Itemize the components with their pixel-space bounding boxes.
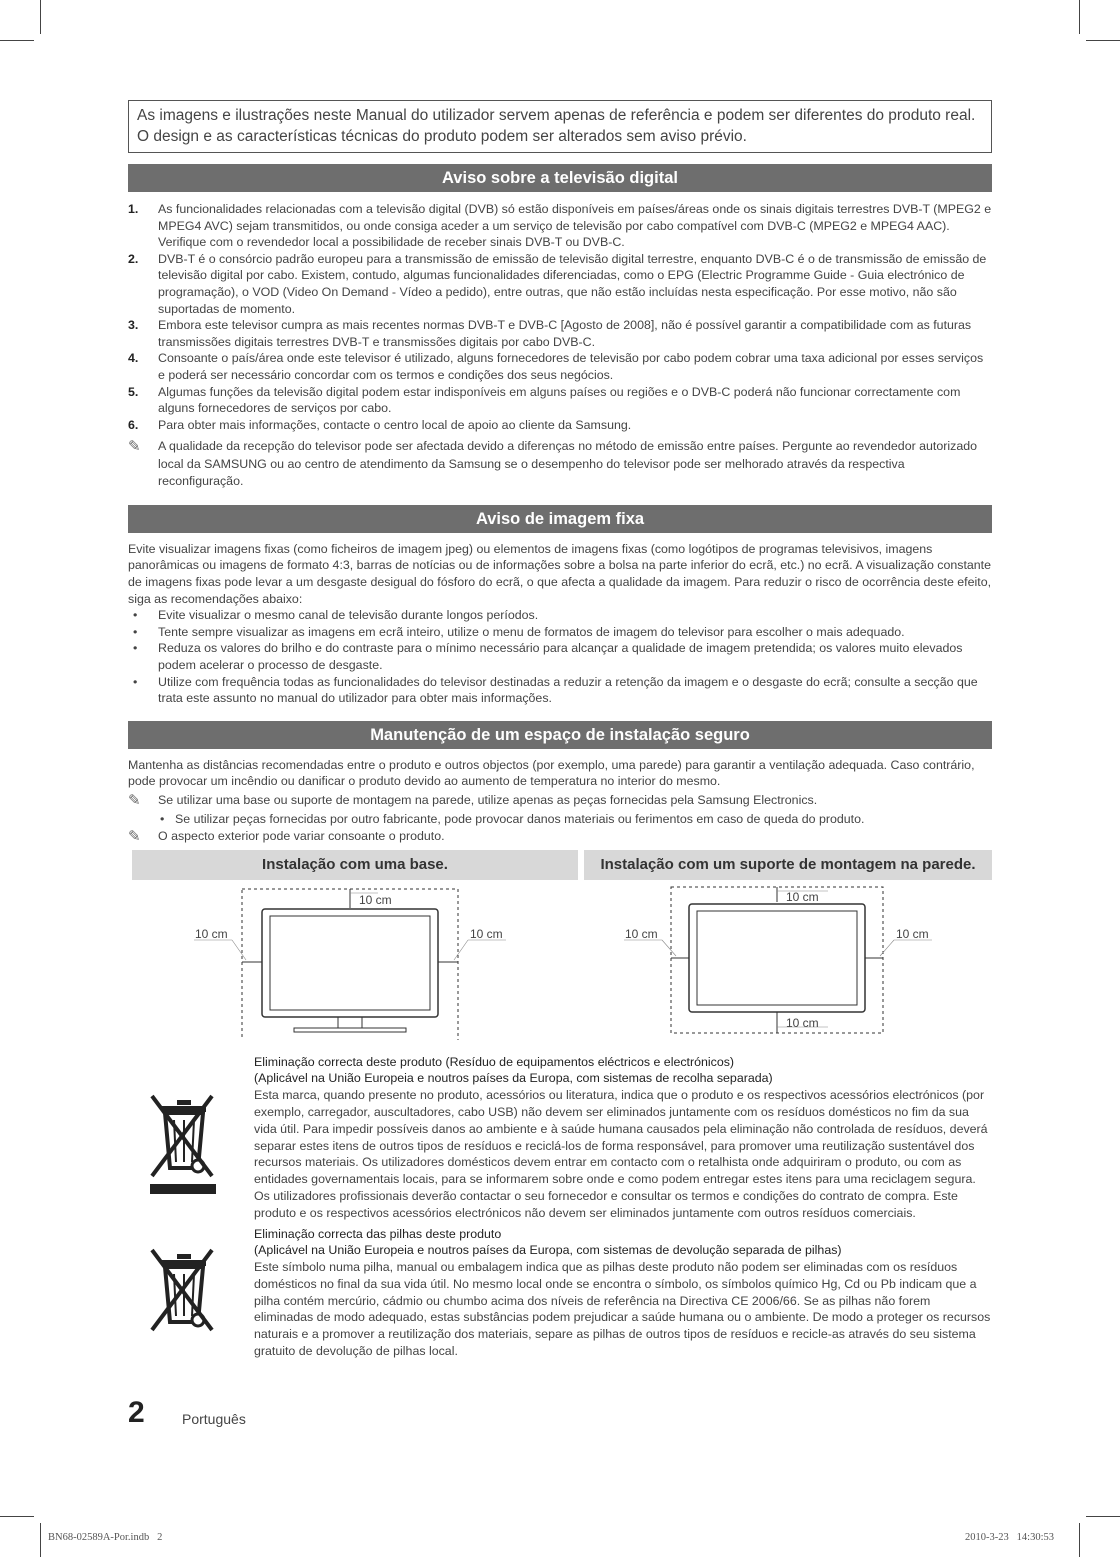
top-clearance-label: 10 cm <box>359 892 392 907</box>
tv-screen <box>697 911 857 1005</box>
weee-disposal-notice <box>128 1054 992 1222</box>
note-pencil-icon: ✎ <box>128 438 141 456</box>
digital-tv-note: ✎ A qualidade da recepção do televisor pode ser afectada devido a diferenças no método de emissão entre países. Pergunte ao revendedor autorizado local da SAMSUNG ou ao centro de atendimento da Samsung se o desempenho do televisor pode ser melhorado através da respectiva reconfiguração. <box>128 438 978 489</box>
digital-tv-list <box>128 201 992 433</box>
battery-subtitle: (Aplicável na União Europeia e noutros países da Europa, com sistemas de devolução separada de pilhas) <box>254 1243 842 1258</box>
label-leader-line <box>880 940 894 956</box>
crossed-bin-battery-icon <box>150 1246 216 1336</box>
crop-mark <box>1079 0 1080 34</box>
installation-type-headers <box>132 850 992 880</box>
label-leader-line <box>662 940 676 956</box>
wall-installation-title: Instalação com um suporte de montagem na parede. <box>584 850 992 880</box>
crop-mark <box>40 1523 41 1557</box>
right-clearance-label: 10 cm <box>896 926 929 941</box>
note-pencil-icon: ✎ <box>128 791 141 809</box>
list-item: 5. Algumas funções da televisão digital podem estar indisponíveis em alguns países ou regiões e o DVB-C poderá não funcionar correctamente com alguns fornecedores de serviços por cabo. <box>128 384 961 416</box>
list-item: • Evite visualizar o mesmo canal de televisão durante longos períodos. <box>128 607 992 624</box>
list-item: 3. Embora este televisor cumpra as mais recentes normas DVB-T e DVB-C [Agosto de 2008], não é possível garantir a compatibilidade com as futuras transmissões digitais terrestres DVB-T e transmissões digitais por cabo DVB-C. <box>128 318 972 349</box>
installation-note-aspect: ✎ O aspecto exterior pode variar consoante o produto. <box>128 828 445 846</box>
top-clearance-label: 10 cm <box>786 889 819 904</box>
page-language: Português <box>182 1411 246 1427</box>
crop-mark <box>40 0 41 34</box>
section-heading-still-image: Aviso de imagem fixa <box>128 505 992 533</box>
crop-mark <box>1086 40 1120 41</box>
weee-text: Esta marca, quando presente no produto, acessórios ou literatura, indica que o produto e os respectivos acessórios electrónicos (por exemplo, carregador, auscultadores, cabo USB) não devem ser eliminados juntamente com os resíduos domésticos no fim da sua vida útil. Para impedir possíveis danos ao ambiente e à saúde humana causados pela eliminação não controlada de resíduos, deverá separar estes itens de outros tipos de resíduos e reciclá-los de forma responsável, para promover uma reutilização sustentável dos recursos materiais. Os utilizadores domésticos devem entrar em contacto com o retalhista onde adquiriram o produto, ou com as entidades governamentais locais, para se informarem sobre onde e como podem entregar estes itens para uma reciclagem segura. Os utilizadores profissionais deverão contactar o seu fornecedor e consultar os termos e condições do contrato de compra. Este produto e os respectivos acessórios electrónicos não devem ser eliminados juntamente com outros resíduos comerciais. <box>254 1088 988 1220</box>
list-item: • Reduza os valores do brilho e do contraste para o mínimo necessário para alcançar a qualidade de imagem pretendida; os valores muito elevados podem acelerar o processo de desgaste. <box>128 640 992 673</box>
battery-disposal-notice <box>128 1226 992 1360</box>
still-image-bullets <box>128 607 992 707</box>
section-heading-digital-tv: Aviso sobre a televisão digital <box>128 164 992 192</box>
note-pencil-icon: ✎ <box>128 828 141 846</box>
installation-intro: Mantenha as distâncias recomendadas entre o produto e outros objectos (por exemplo, uma parede) para garantir a ventilação adequada. Caso contrário, pode provocar um incêndio ou danificar o produto devido ao aumento de temperatura no interior do mesmo. <box>128 757 975 789</box>
bottom-clearance-label: 10 cm <box>786 1015 819 1030</box>
crop-mark <box>1086 1516 1120 1517</box>
crop-mark <box>0 40 34 41</box>
print-timestamp: 2010-3-23 14:30:53 <box>965 1532 1054 1543</box>
disclaimer-box: As imagens e ilustrações neste Manual do utilizador servem apenas de referência e podem ser diferentes do produto real. O design e as características técnicas do produto podem ser alterados sem aviso prévio. <box>128 100 992 153</box>
left-clearance-label: 10 cm <box>625 926 658 941</box>
crop-mark <box>0 1516 34 1517</box>
tv-stand-base <box>294 1028 406 1032</box>
list-item: 4. Consoante o país/área onde este televisor é utilizado, alguns fornecedores de televisão por cabo podem cobrar uma taxa adicional por esses serviços e poderá ser necessário concordar com os termos e condições dos seus negócios. <box>128 351 984 382</box>
list-item: • Tente sempre visualizar as imagens em ecrã inteiro, utilize o menu de formatos de imagem do televisor para escolher o mais adequado. <box>128 624 992 641</box>
list-item: • Utilize com frequência todas as funcionalidades do televisor destinadas a reduzir a retenção da imagem e o desgaste do ecrã; consulte a secção que trata este assunto no manual do utilizador para obter mais informações. <box>128 674 992 707</box>
still-image-intro: Evite visualizar imagens fixas (como ficheiros de imagem jpeg) ou elementos de imagens fixas (como logótipos de programas televisivos, imagens panorâmicas ou imagens de formato 4:3, barras de notícias ou de informações sobre a bolsa na parte inferior do ecrã, etc.) no ecrã. A visualização constante de imagens fixas pode levar a um desgaste desigual do fósforo do ecrã, o que afecta a qualidade da imagem. Para reduzir o risco de ocorrência deste efeito, siga as recomendações abaixo: <box>128 541 992 606</box>
installation-diagrams <box>128 880 992 1040</box>
print-file-name: BN68-02589A-Por.indb 2 <box>48 1532 163 1543</box>
weee-subtitle: (Aplicável na União Europeia e noutros países da Europa, com sistemas de recolha separada) <box>254 1071 773 1086</box>
right-clearance-label: 10 cm <box>470 926 503 941</box>
stand-installation-title: Instalação com uma base. <box>132 850 578 880</box>
label-leader-line <box>232 940 246 960</box>
left-clearance-label: 10 cm <box>195 926 228 941</box>
installation-note-parts: ✎ Se utilizar uma base ou suporte de montagem na parede, utilize apenas as peças fornecidas pela Samsung Electronics. <box>128 791 818 809</box>
list-item: 2. DVB-T é o consórcio padrão europeu para a transmissão de emissão de televisão digital terrestre, enquanto DVB-C é o de transmissão de emissão de televisão digital por cabo. Existem, contudo, algumas funcionalidades diferenciadas, como o EPG (Electric Programme Guide - Guia electrónico de programação), o VOD (Video On Demand - Vídeo a pedido), entre outras, que não estão incluídas nesta especificação. Por esse motivo, não são suportadas de momento. <box>128 251 987 316</box>
crop-mark <box>1079 1523 1080 1557</box>
bullet-icon: • <box>160 812 165 827</box>
section-heading-installation: Manutenção de um espaço de instalação seguro <box>128 721 992 749</box>
battery-title: Eliminação correcta das pilhas deste produto <box>254 1226 502 1241</box>
list-item: 1. As funcionalidades relacionadas com a televisão digital (DVB) só estão disponíveis em países/áreas onde os sinais digitais terrestres DVB-T (MPEG2 e MPEG4 AVC) sejam transmitidos, ou onde consiga aceder a um serviço de televisão por cabo compatível com DVB-C (MPEG2 e MPEG4 AAC). Verifique com o revendedor local a possibilidade de receber sinais DVB-T ou DVB-C. <box>128 202 992 250</box>
stand-diagram <box>194 889 506 1040</box>
label-leader-line <box>454 940 468 960</box>
page-content <box>128 100 992 1360</box>
weee-title: Eliminação correcta deste produto (Resíduo de equipamentos eléctricos e electrónicos) <box>254 1054 735 1069</box>
stand-clearance-diagram <box>128 880 992 1040</box>
page-number: 2 <box>128 1396 145 1429</box>
installation-sub-bullet: • Se utilizar peças fornecidas por outro fabricante, pode provocar danos materiais ou ferimentos em caso de queda do produto. <box>160 812 865 827</box>
list-item: 6. Para obter mais informações, contacte o centro local de apoio ao cliente da Samsung. <box>128 417 632 432</box>
crossed-bin-icon <box>150 1082 216 1194</box>
tv-screen <box>270 916 430 1010</box>
battery-text: Este símbolo numa pilha, manual ou embalagem indica que as pilhas deste produto não podem ser eliminadas com os resíduos domésticos no final da sua vida útil. No mesmo local onde se encontra o símbolo, os símbolos químico Hg, Cd ou Pb indicam que a pilha contém mercúrio, cádmio ou chumbo acima dos níveis de referência na Directiva CE 2006/66. Se as pilhas não forem eliminadas de modo adequado, estas substâncias podem prejudicar a saúde humana ou o ambiente. De modo a proteger os recursos naturais e a promover a reutilização dos materiais, separe as pilhas de outros tipos de resíduos e recicle-as através do seu sistema gratuito de devolução de pilhas local. <box>254 1260 991 1359</box>
wall-diagram <box>624 887 932 1033</box>
